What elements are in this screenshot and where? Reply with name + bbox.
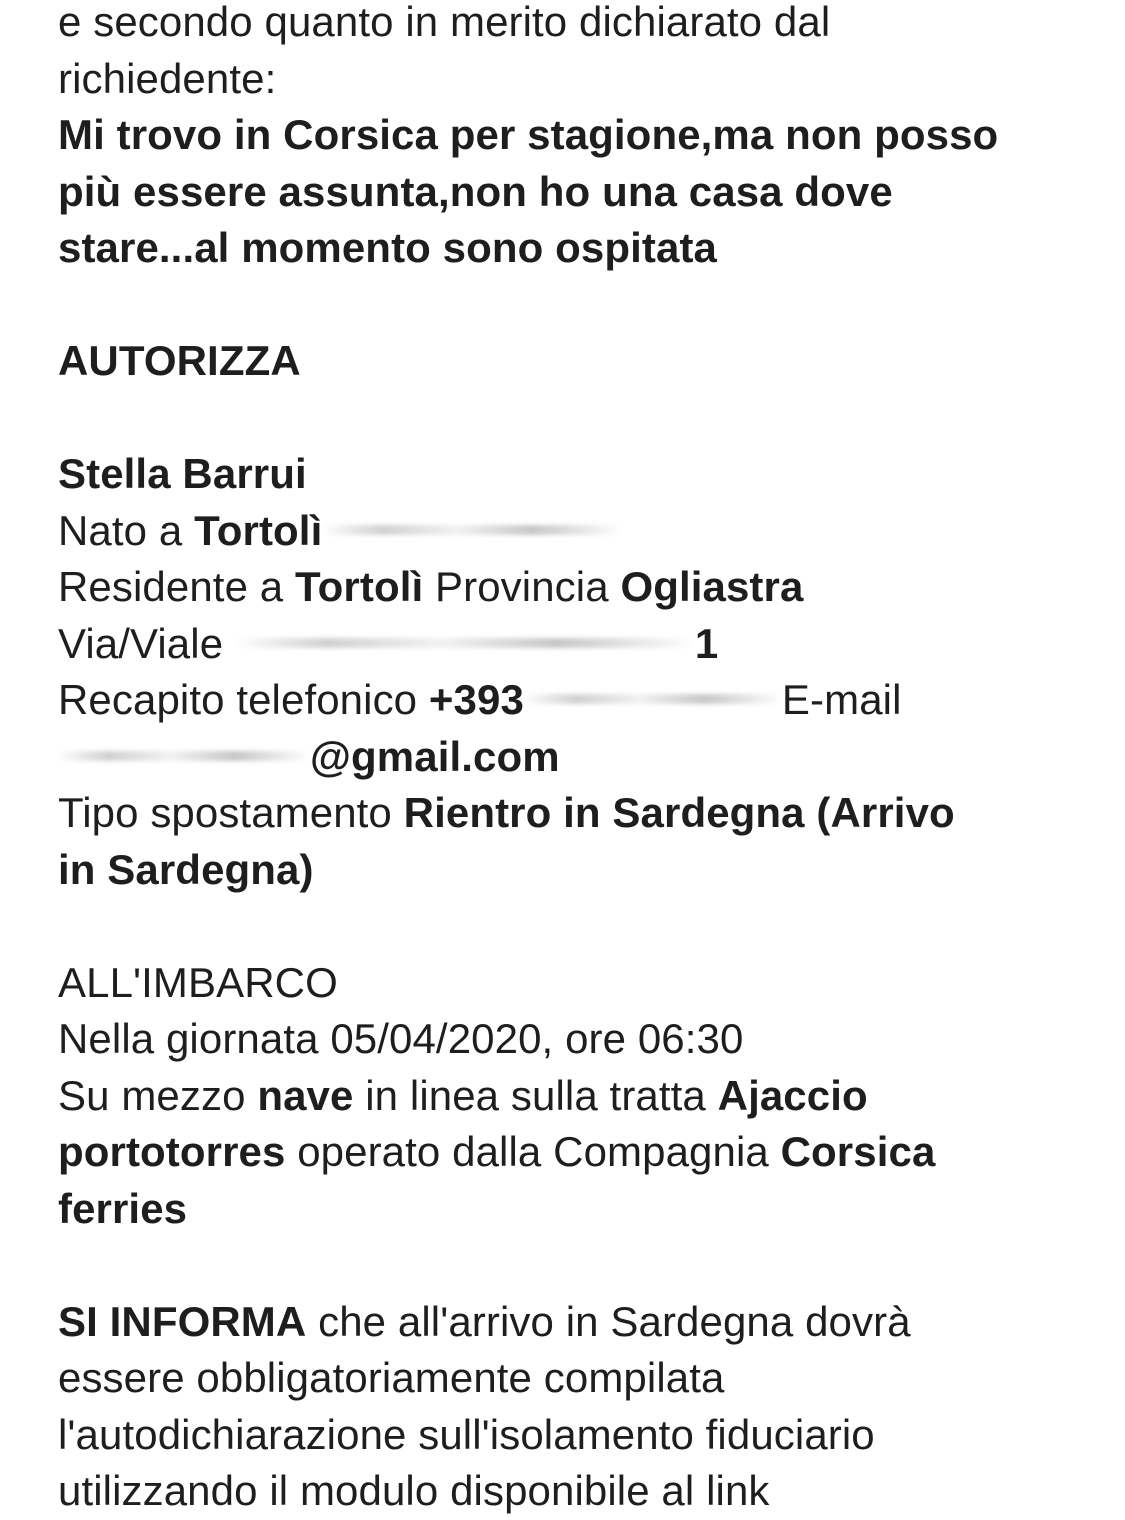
informa-bold: SI INFORMA xyxy=(58,1297,307,1345)
province-value: Ogliastra xyxy=(620,563,804,610)
authorization-document xyxy=(58,0,1108,1520)
spacer xyxy=(58,1237,1108,1294)
tratta-2: portotorres xyxy=(58,1128,286,1175)
intro-line-1: e secondo quanto in merito dichiarato dal xyxy=(58,0,831,45)
redacted-phone xyxy=(524,674,782,720)
spacer xyxy=(58,390,1108,447)
informa-line-1 xyxy=(58,1294,1108,1351)
imbarco-date-line: Nella giornata 05/04/2020, ore 06:30 xyxy=(58,1015,744,1062)
born-place: Tortolì xyxy=(194,506,323,554)
statement-line-1: Mi trovo in Corsica per stagione,ma non posso xyxy=(58,111,999,158)
informa-line-4: utilizzando il modulo disponibile al link xyxy=(58,1467,770,1514)
street-line xyxy=(58,616,1108,673)
email-domain: @gmail.com xyxy=(310,732,560,780)
intro-line-2: richiedente: xyxy=(58,54,277,102)
street-number: 1 xyxy=(694,619,719,667)
province-label: Provincia xyxy=(423,563,621,610)
statement-line-2: più essere assunta,non ho una casa dove xyxy=(58,167,893,215)
tratta-1: Ajaccio xyxy=(717,1071,868,1119)
mezzo-value: nave xyxy=(257,1071,354,1119)
spacer xyxy=(58,898,1108,955)
person-name: Stella Barrui xyxy=(58,450,307,497)
phone-prefix: +393 xyxy=(428,676,524,723)
informa-line-3: l'autodichiarazione sull'isolamento fiduciario xyxy=(58,1410,875,1458)
compagnia-label: operato dalla Compagnia xyxy=(285,1128,781,1175)
travel-type-1: Rientro in Sardegna (Arrivo xyxy=(403,789,955,836)
redacted-email-user xyxy=(58,731,310,777)
phone-label: Recapito telefonico xyxy=(58,676,429,723)
email-label: E-mail xyxy=(781,676,902,723)
spacer xyxy=(58,277,1108,334)
statement-line-3: stare...al momento sono ospitata xyxy=(58,224,717,271)
travel-label: Tipo spostamento xyxy=(58,789,404,836)
mezzo-line xyxy=(58,1068,1108,1125)
mezzo-label: Su mezzo xyxy=(58,1071,258,1119)
resident-label: Residente a xyxy=(58,563,296,610)
street-label: Via/Viale xyxy=(58,619,235,667)
travel-type-2: in Sardegna) xyxy=(58,845,314,893)
birth-line xyxy=(58,503,1108,560)
redacted-street xyxy=(235,618,695,664)
tratta-label: in linea sulla tratta xyxy=(353,1071,718,1119)
email-line xyxy=(58,729,1108,786)
informa-line-2: essere obbligatoriamente compilata xyxy=(58,1354,725,1401)
informa-line-1-rest: che all'arrivo in Sardegna dovrà xyxy=(306,1297,911,1345)
travel-line-1 xyxy=(58,785,1108,842)
imbarco-heading: ALL'IMBARCO xyxy=(58,958,338,1006)
compagnia-2: ferries xyxy=(58,1184,188,1232)
autorizza-heading: AUTORIZZA xyxy=(58,337,301,384)
phone-line xyxy=(58,672,1108,729)
resident-place: Tortolì xyxy=(295,563,424,610)
residence-line xyxy=(58,559,1108,616)
compagnia-1: Corsica xyxy=(780,1128,936,1175)
born-label: Nato a xyxy=(58,506,195,554)
compagnia-line xyxy=(58,1124,1108,1181)
redacted-birthdate xyxy=(322,505,622,551)
